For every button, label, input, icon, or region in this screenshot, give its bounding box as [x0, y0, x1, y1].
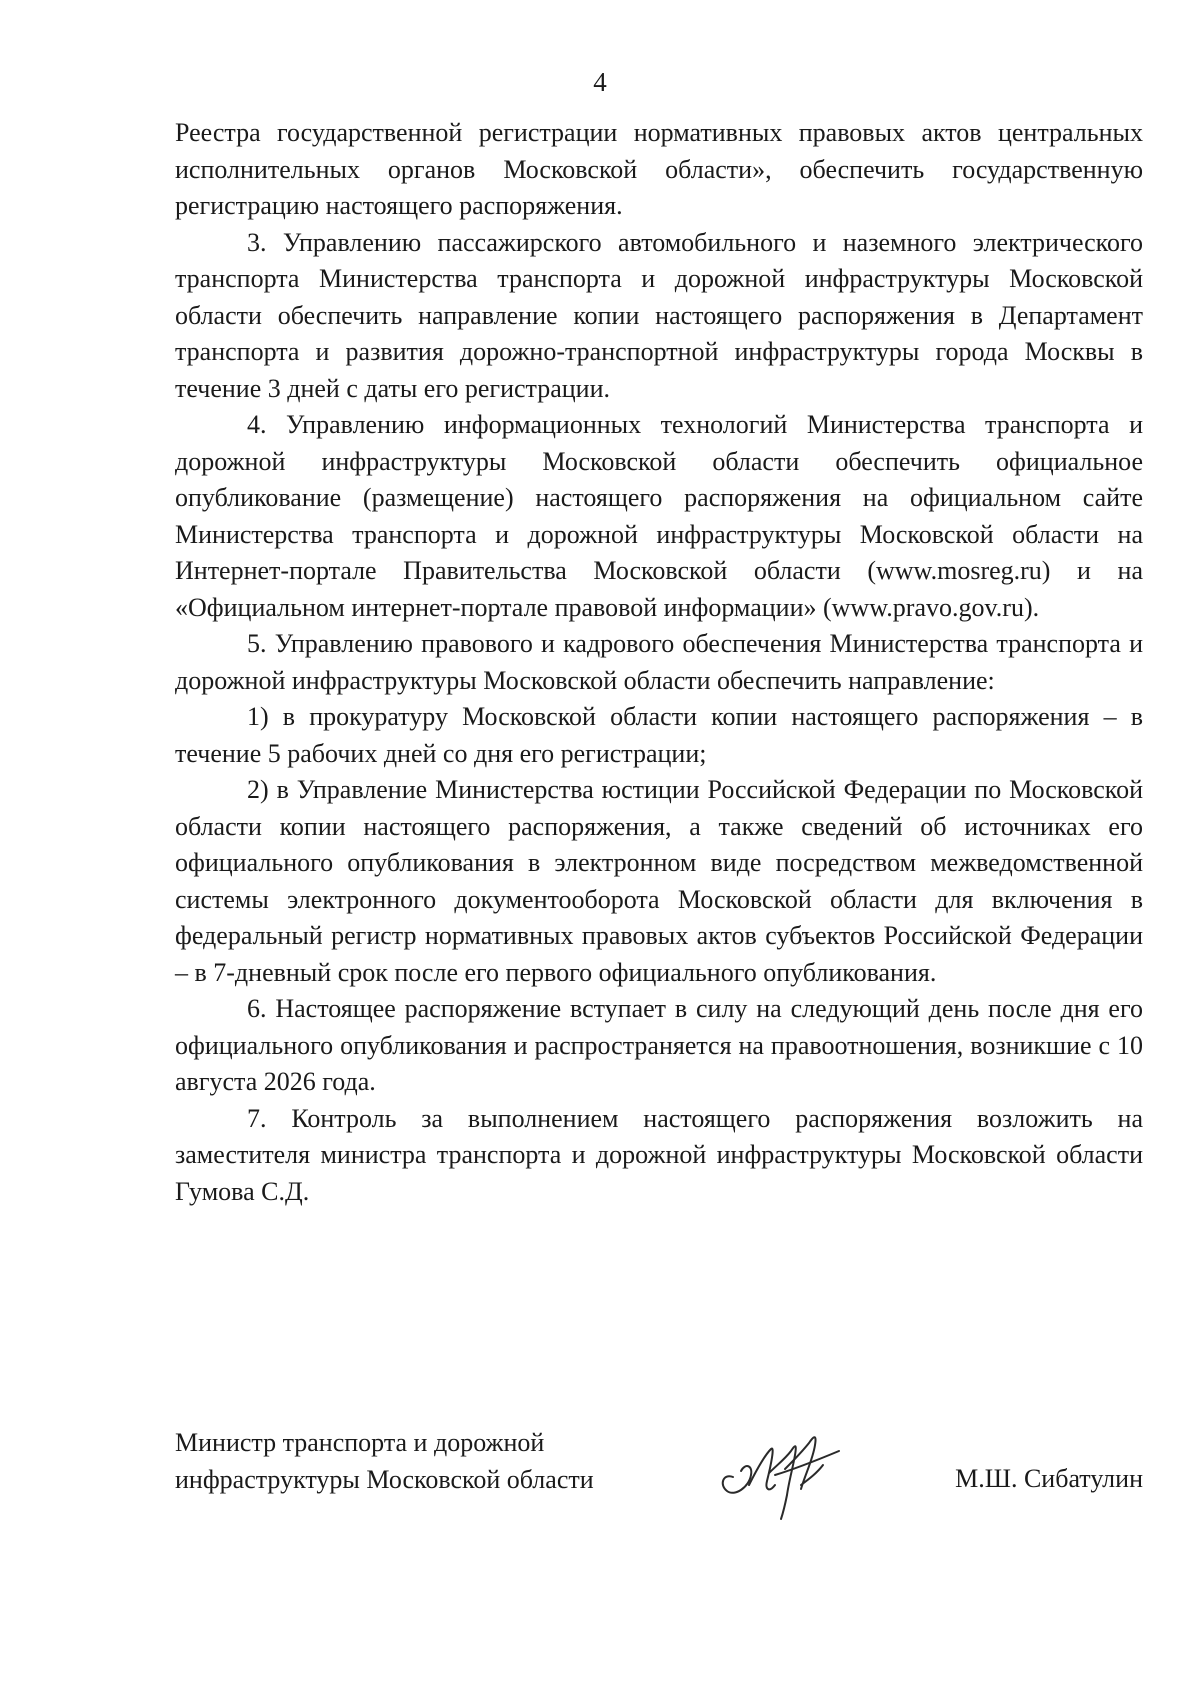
page-number: 4	[593, 67, 607, 97]
document-body	[175, 115, 1143, 1210]
paragraph-item-4: 4. Управлению информационных технологий Министерства транспорта и дорожной инфраструктуры Московской области обеспечить официальное опубликование (размещение) настоящего распоряжения на официальном сайте Министерства транспорта и дорожной инфраструктуры Московской области на Интернет-портале Правительства Московской области (www.mosreg.ru) и на «Официальном интернет-портале правовой информации» (www.pravo.gov.ru).	[175, 410, 1143, 622]
paragraph-item-7: 7. Контроль за выполнением настоящего распоряжения возложить на заместителя министра транспорта и дорожной инфраструктуры Московской области Гумова С.Д.	[175, 1103, 1143, 1206]
handwritten-signature	[705, 1415, 855, 1525]
paragraph-item-5: 5. Управлению правового и кадрового обеспечения Министерства транспорта и дорожной инфраструктуры Московской области обеспечить направление:	[175, 629, 1143, 695]
paragraph-continuation: Реестра государственной регистрации нормативных правовых актов центральных исполнительных органов Московской области», обеспечить государственную регистрацию настоящего распоряжения.	[175, 118, 1143, 220]
paragraph-subitem-2: 2) в Управление Министерства юстиции Российской Федерации по Московской области копии настоящего распоряжения, а также сведений об источниках его официального опубликования в электронном виде посредством межведомственной системы электронного документооборота Московской области для включения в федеральный регистр нормативных правовых актов субъектов Российской Федерации – в 7-дневный срок после его первого официального опубликования.	[175, 775, 1143, 987]
signature-block	[175, 1425, 1143, 1545]
signer-title-line-1: Министр транспорта и дорожной	[175, 1428, 545, 1457]
signer-title-line-2: инфраструктуры Московской области	[175, 1464, 594, 1494]
signer-title	[175, 1425, 695, 1498]
signer-name: М.Ш. Сибатулин	[955, 1464, 1143, 1493]
paragraph-item-3: 3. Управлению пассажирского автомобильного и наземного электрического транспорта Министерства транспорта и дорожной инфраструктуры Московской области обеспечить направление копии настоящего распоряжения в Департамент транспорта и развития дорожно-транспортной инфраструктуры города Москвы в течение 3 дней с даты его регистрации.	[175, 227, 1143, 403]
paragraph-item-6: 6. Настоящее распоряжение вступает в силу на следующий день после дня его официального опубликования и распространяется на правоотношения, возникшие с 10 августа 2026 года.	[175, 994, 1143, 1096]
paragraph-subitem-1: 1) в прокуратуру Московской области копии настоящего распоряжения – в течение 5 рабочих дней со дня его регистрации;	[175, 702, 1143, 768]
